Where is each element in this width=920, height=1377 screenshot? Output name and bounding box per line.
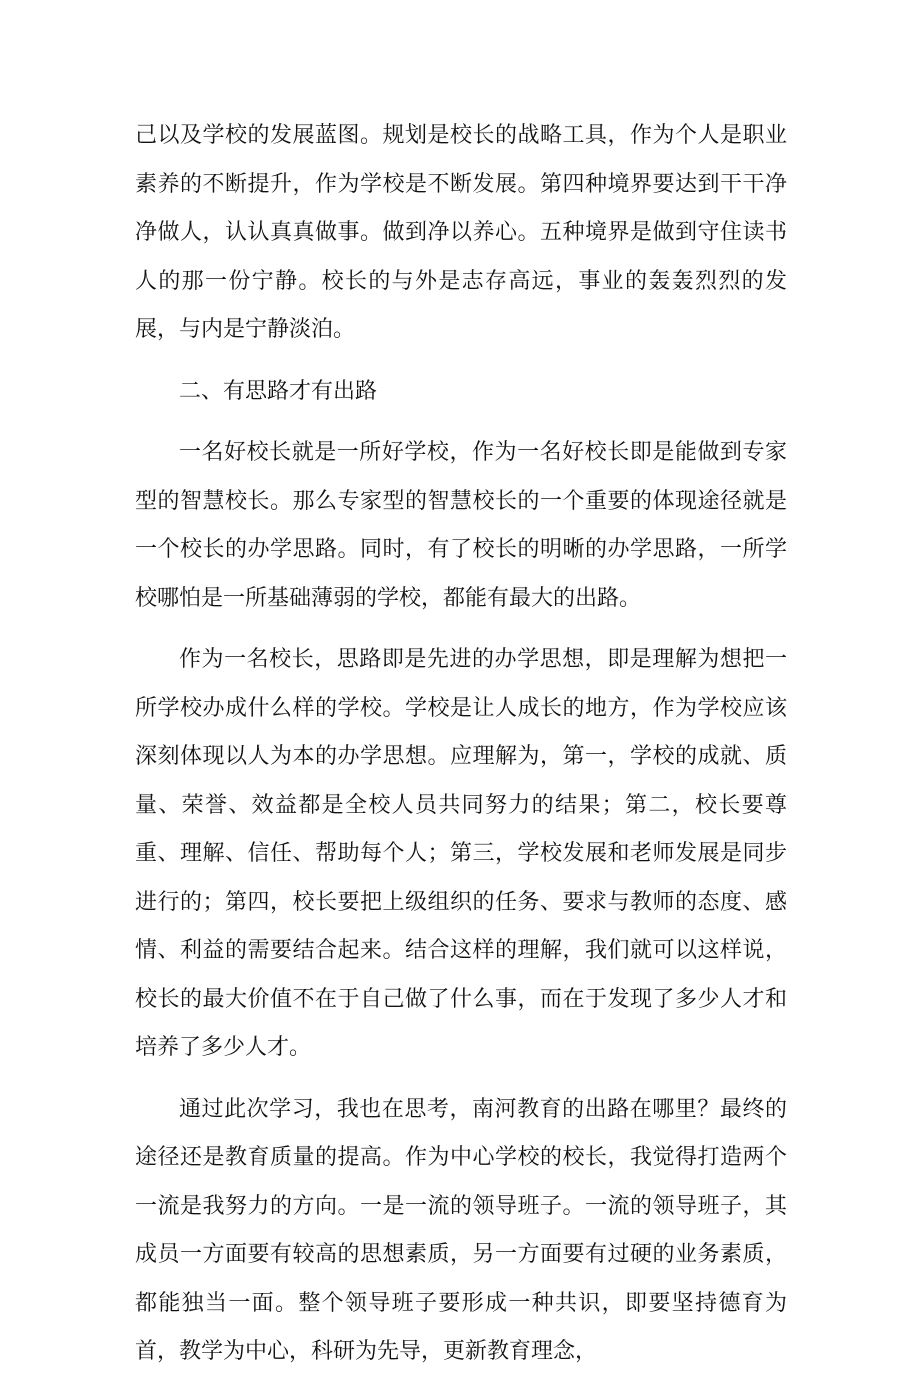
paragraph-continued: 己以及学校的发展蓝图。规划是校长的战略工具，作为个人是职业素养的不断提升，作为学校是不断发展。第四种境界要达到干干净净做人，认认真真做事。做到净以养心。五种境界是做到守住读书人的那一份宁静。校长的与外是志存高远，事业的轰轰烈烈的发展，与内是宁静淡泊。: [135, 123, 787, 342]
section-heading: 二、有思路才有出路: [179, 378, 378, 404]
document-body: [135, 112, 787, 1377]
paragraph: 通过此次学习，我也在思考，南河教育的出路在哪里？最终的途径还是教育质量的提高。作为中心学校的校长，我觉得打造两个一流是我努力的方向。一是一流的领导班子。一流的领导班子，其成员一方面要有较高的思想素质，另一方面要有过硬的业务素质，都能独当一面。整个领导班子要形成一种共识，即要坚持德育为首，教学为中心，科研为先导，更新教育理念，: [135, 1096, 787, 1364]
paragraph: 一名好校长就是一所好学校，作为一名好校长即是能做到专家型的智慧校长。那么专家型的智慧校长的一个重要的体现途径就是一个校长的办学思路。同时，有了校长的明晰的办学思路，一所学校哪怕是一所基础薄弱的学校，都能有最大的出路。: [135, 440, 787, 611]
paragraph: 作为一名校长，思路即是先进的办学思想，即是理解为想把一所学校办成什么样的学校。学校是让人成长的地方，作为学校应该深刻体现以人为本的办学思想。应理解为，第一，学校的成就、质量、荣誉、效益都是全校人员共同努力的结果；第二，校长要尊重、理解、信任、帮助每个人；第三，学校发展和老师发展是同步进行的；第四，校长要把上级组织的任务、要求与教师的态度、感情、利益的需要结合起来。结合这样的理解，我们就可以这样说，校长的最大价值不在于自己做了什么事，而在于发现了多少人才和培养了多少人才。: [135, 647, 787, 1060]
